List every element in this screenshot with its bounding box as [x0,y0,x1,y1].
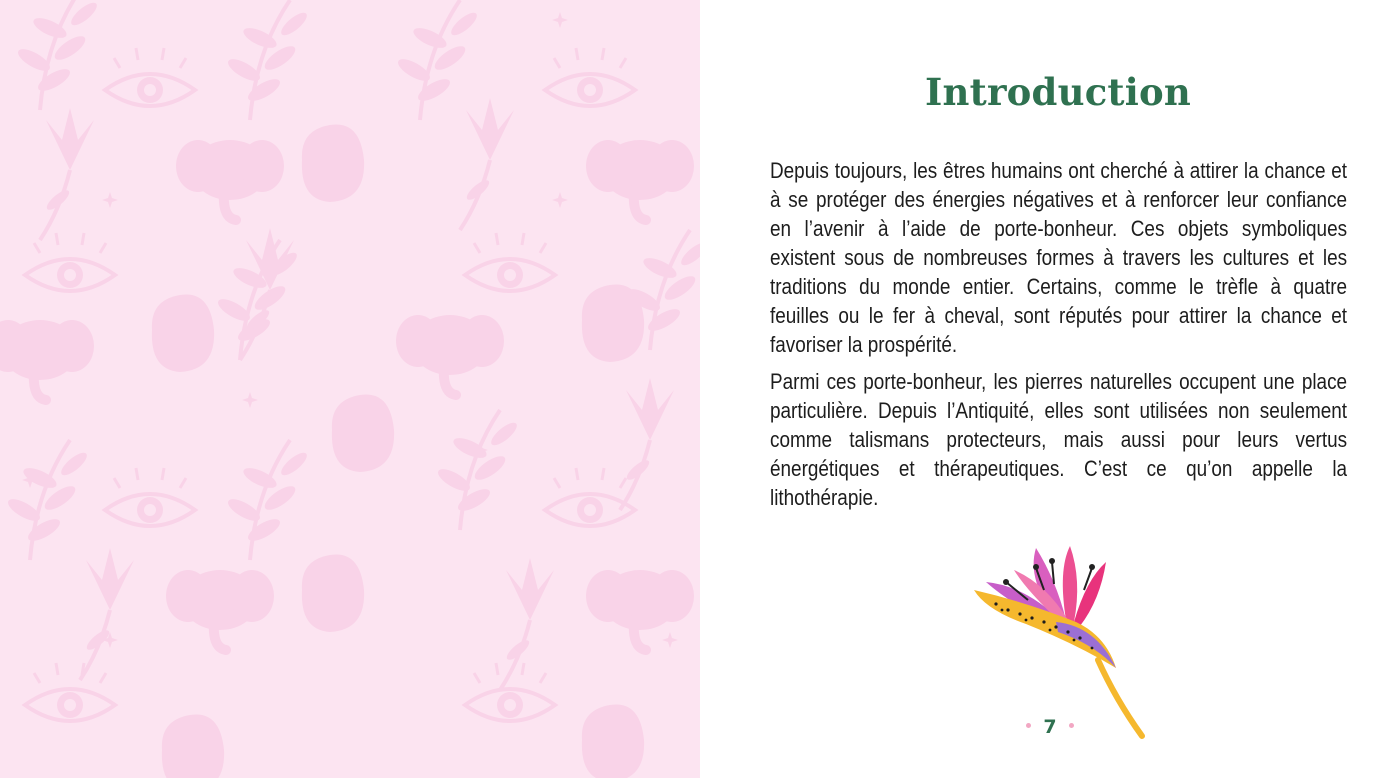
left-dot-icon [1026,723,1031,728]
paragraph-2: Parmi ces porte-bonheur, les pierres naturelles occupent une place particulière. Depuis l’Antiquité, elles sont utilisées non seulement comme talismans protecteurs, mais aussi pour leurs vertus énergétiques et thérapeutiques. C’est ce qu’on appelle la lithothérapie. [770,369,1348,510]
right-dot-icon [1069,723,1074,728]
bird-of-paradise-flower-icon [966,540,1156,745]
right-text-page [700,0,1400,778]
body-text [770,156,1347,520]
page-number [700,716,1400,738]
page-title: Introduction [925,70,1191,114]
page-number-value: 7 [1043,716,1057,738]
paragraph-1: Depuis toujours, les êtres humains ont cherché à attirer la chance et à se protéger des énergies négatives et à renforcer leur confiance en l’avenir à l’aide de porte-bonheur. Ces objets symboliques existent sous de nombreuses formes à travers les cultures et les traditions du monde entier. Certains, comme le trèfle à quatre feuilles ou le fer à cheval, sont réputés pour attirer la chance et favoriser la prospérité. [770,158,1348,357]
